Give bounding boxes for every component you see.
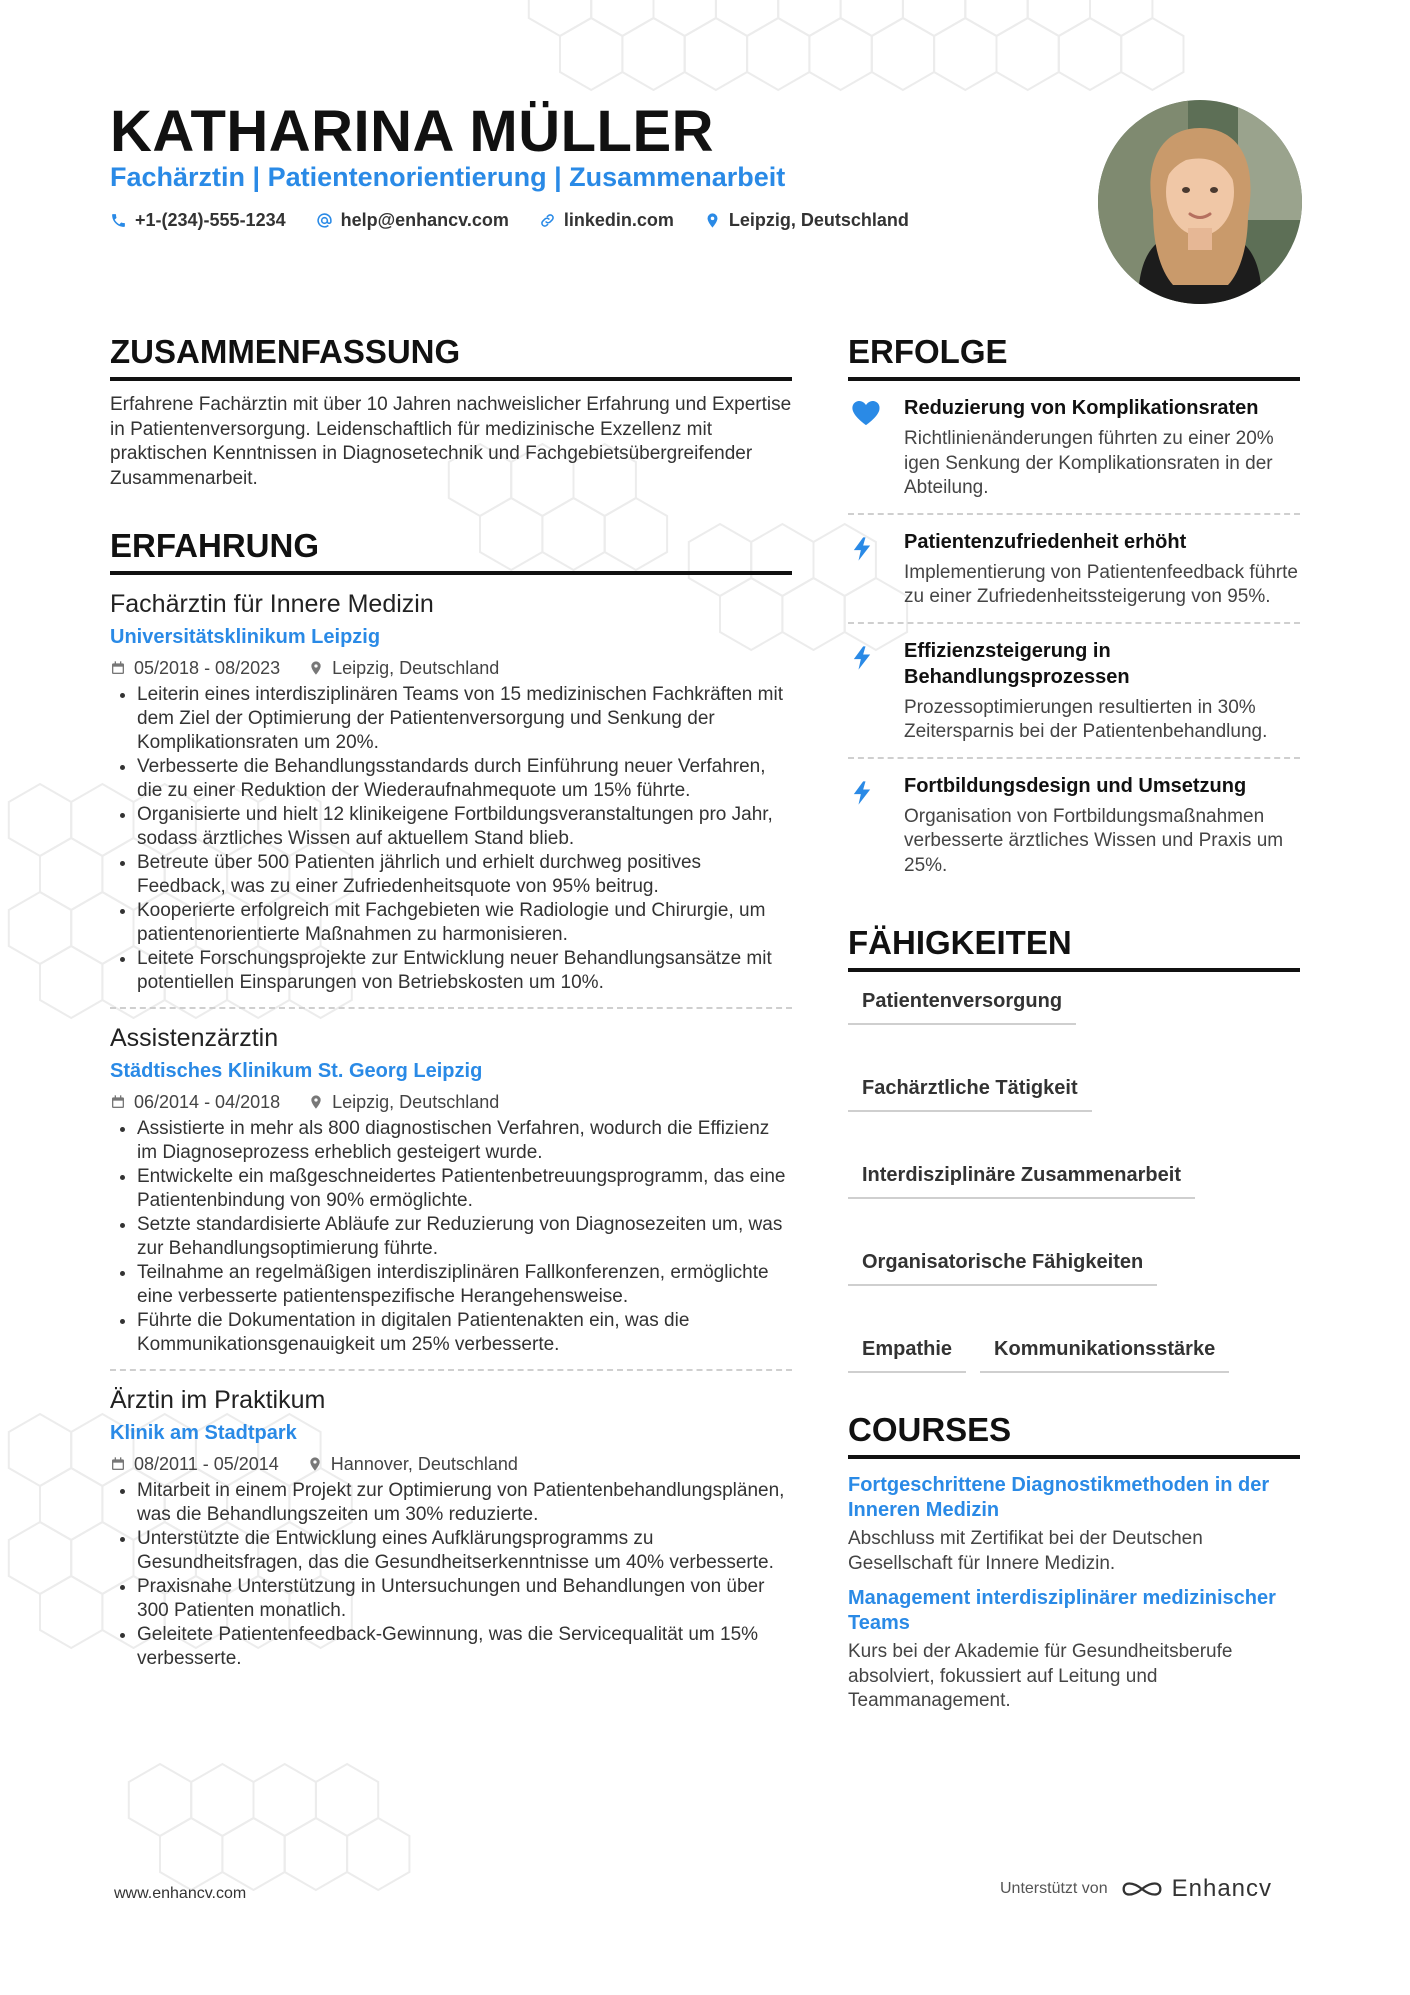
- skill-tag: Interdisziplinäre Zusammenarbeit: [848, 1160, 1195, 1199]
- bullet: • Betreute über 500 Patienten jährlich und erhielt durchweg positives Feedback, was zu einer Zufriedenheitsquote von 95% beitrug.: [137, 851, 792, 899]
- bolt-icon: [848, 531, 876, 567]
- at-icon: [316, 212, 333, 229]
- contact-bar: [110, 210, 909, 231]
- job-dates: 06/2014 - 04/2018: [134, 1092, 281, 1112]
- job-entry: [110, 575, 792, 1009]
- bullet: • Unterstützte die Entwicklung eines Aufklärungsprogramms zu Gesundheitsfragen, das die Gesundheitserkenntnisse um 40% verbesserte.: [137, 1527, 792, 1575]
- tagline: Fachärztin | Patientenorientierung | Zusammenarbeit: [110, 162, 786, 192]
- bullet: • Geleitete Patientenfeedback-Gewinnung, was die Servicequalität um 15% verbesserte.: [137, 1623, 792, 1671]
- achievement-title: Fortbildungsdesign und Umsetzung: [904, 774, 1247, 797]
- bullet: • Setzte standardisierte Abläufe zur Reduzierung von Diagnosezeiten um, was zur Behandlungsoptimierung führte.: [137, 1213, 792, 1261]
- company-name: Universitätsklinikum Leipzig: [110, 626, 381, 648]
- bullet: • Verbesserte die Behandlungsstandards durch Einführung neuer Verfahren, die zu einer Reduktion der Wiederaufnahmequote um 15% führte.: [137, 755, 792, 803]
- job-meta: [110, 1091, 792, 1113]
- summary-section: [110, 333, 792, 491]
- job-location: Leipzig, Deutschland: [332, 658, 500, 678]
- bullet: • Mitarbeit in einem Projekt zur Optimierung von Patientenbehandlungsplänen, was die Behandlungszeiten um 30% reduzierte.: [137, 1479, 792, 1527]
- location-text: Leipzig, Deutschland: [728, 210, 909, 230]
- calendar-icon: [110, 660, 126, 676]
- profile-photo: [1098, 100, 1302, 304]
- skills-list: [848, 986, 1300, 1373]
- achievement-item: [848, 759, 1300, 891]
- achievement-description: Organisation von Fortbildungsmaßnahmen verbesserte ärztliches Wissen und Praxis um 25%.: [904, 805, 1284, 876]
- summary-text: Erfahrene Fachärztin mit über 10 Jahren nachweislicher Erfahrung und Expertise in Patientenversorgung. Leidenschaftlich für medizinische Exzellenz mit praktischen Kenntnissen in Diagnosetechnik und Fachgebietsübergreifender Zusammenarbeit.: [110, 394, 792, 489]
- job-dates: 05/2018 - 08/2023: [134, 658, 281, 678]
- enhancv-logo-text: Enhancv: [1171, 1875, 1273, 1902]
- job-entry: [110, 1009, 792, 1371]
- calendar-icon: [110, 1094, 126, 1110]
- job-location: Hannover, Deutschland: [330, 1454, 518, 1474]
- enhancv-logo-icon: [1120, 1878, 1164, 1900]
- achievement-title: Reduzierung von Komplikationsraten: [904, 397, 1259, 419]
- link-icon: [539, 212, 556, 229]
- powered-by-text: Unterstützt von: [1000, 1880, 1108, 1897]
- bullet: • Leiterin eines interdisziplinären Teams von 15 medizinischen Fachkräften mit dem Ziel der Optimierung der Patientenversorgung und Senkung der Komplikationsraten um 20%.: [137, 683, 792, 755]
- job-bullets: [110, 1479, 792, 1671]
- job-entry: [110, 1371, 792, 1683]
- skill-tag: Empathie: [848, 1334, 966, 1373]
- right-column: [848, 333, 1300, 1714]
- achievement-title: Effizienzsteigerung in Behandlungsprozessen: [904, 639, 1130, 688]
- candidate-name: KATHARINA MÜLLER: [110, 99, 715, 164]
- phone-text: +1-(234)-555-1234: [135, 210, 286, 230]
- achievement-item: [848, 515, 1300, 624]
- contact-location: [704, 210, 909, 231]
- linkedin-text: linkedin.com: [563, 210, 674, 230]
- calendar-icon: [110, 1456, 126, 1472]
- phone-icon: [110, 212, 127, 229]
- company-name: Städtisches Klinikum St. Georg Leipzig: [110, 1060, 483, 1082]
- job-bullets: [110, 1117, 792, 1357]
- skill-tag: Patientenversorgung: [848, 986, 1076, 1025]
- email-text: help@enhancv.com: [340, 210, 509, 230]
- bullet: • Teilnahme an regelmäßigen interdisziplinären Fallkonferenzen, ermöglichte eine verbesserte patientenspezifische Herangehensweise.: [137, 1261, 792, 1309]
- company-name: Klinik am Stadtpark: [110, 1422, 297, 1444]
- achievement-description: Prozessoptimierungen resultierten in 30% Zeitersparnis bei der Patientenbehandlung.: [904, 696, 1268, 742]
- bullet: • Führte die Dokumentation in digitalen Patientenakten ein, was die Kommunikationsgenauigkeit um 25% verbesserte.: [137, 1309, 792, 1357]
- achievement-item: [848, 381, 1300, 515]
- job-title: Fachärztin für Innere Medizin: [110, 590, 434, 618]
- experience-section: [110, 527, 792, 1683]
- skill-tag: Kommunikationsstärke: [980, 1334, 1229, 1373]
- enhancv-logo[interactable]: [1120, 1875, 1272, 1903]
- location-pin-icon: [704, 212, 721, 229]
- skills-heading: FÄHIGKEITEN: [848, 924, 1300, 972]
- course-item: [848, 1459, 1300, 1576]
- job-title: Ärztin im Praktikum: [110, 1386, 326, 1414]
- footer-url[interactable]: www.enhancv.com: [114, 1885, 247, 1902]
- course-title: Management interdisziplinärer medizinischer Teams: [848, 1587, 1276, 1634]
- achievement-description: Richtlinienänderungen führten zu einer 20% igen Senkung der Komplikationsraten in der Abteilung.: [904, 428, 1274, 498]
- job-meta: [110, 1453, 792, 1475]
- job-location: Leipzig, Deutschland: [332, 1092, 500, 1112]
- location-pin-icon: [308, 1094, 324, 1110]
- contact-linkedin[interactable]: [539, 210, 674, 231]
- bullet: • Organisierte und hielt 12 klinikeigene Fortbildungsveranstaltungen pro Jahr, sodass ärztliches Wissen auf aktuellem Stand blieb.: [137, 803, 792, 851]
- location-pin-icon: [307, 1456, 323, 1472]
- course-description: Abschluss mit Zertifikat bei der Deutschen Gesellschaft für Innere Medizin.: [848, 1528, 1203, 1574]
- skill-tag: Fachärztliche Tätigkeit: [848, 1073, 1092, 1112]
- achievement-title: Patientenzufriedenheit erhöht: [904, 530, 1187, 553]
- course-title: Fortgeschrittene Diagnostikmethoden in der Inneren Medizin: [848, 1474, 1270, 1521]
- footer-brand: [1000, 1875, 1272, 1903]
- bolt-icon: [848, 775, 876, 811]
- bullet: • Assistierte in mehr als 800 diagnostischen Verfahren, wodurch die Effizienz im Diagnoseprozess erheblich gesteigert wurde.: [137, 1117, 792, 1165]
- achievements-section: [848, 333, 1300, 890]
- left-column: [110, 333, 792, 1683]
- bullet: • Entwickelte ein maßgeschneidertes Patientenbetreuungsprogramm, das eine Patientenbindung von 90% ermöglichte.: [137, 1165, 792, 1213]
- courses-heading: COURSES: [848, 1411, 1300, 1459]
- location-pin-icon: [308, 660, 324, 676]
- achievements-heading: ERFOLGE: [848, 333, 1300, 381]
- bolt-icon: [848, 640, 876, 676]
- summary-heading: ZUSAMMENFASSUNG: [110, 333, 792, 381]
- bullet: • Kooperierte erfolgreich mit Fachgebieten wie Radiologie und Chirurgie, um patientenorientierte Maßnahmen zu harmonisieren.: [137, 899, 792, 947]
- achievement-item: [848, 624, 1300, 759]
- achievement-description: Implementierung von Patientenfeedback führte zu einer Zufriedenheitssteigerung von 95%.: [904, 561, 1298, 607]
- job-bullets: [110, 683, 792, 995]
- job-title: Assistenzärztin: [110, 1024, 279, 1052]
- heart-icon: [848, 397, 884, 429]
- bullet: • Leitete Forschungsprojekte zur Entwicklung neuer Behandlungsansätze mit potentiellen Einsparungen von Betriebskosten um 10%.: [137, 947, 792, 995]
- skill-tag: Organisatorische Fähigkeiten: [848, 1247, 1157, 1286]
- bullet: • Praxisnahe Unterstützung in Untersuchungen und Behandlungen von über 300 Patienten monatlich.: [137, 1575, 792, 1623]
- course-description: Kurs bei der Akademie für Gesundheitsberufe absolviert, fokussiert auf Leitung und Teammanagement.: [848, 1641, 1233, 1711]
- course-item: [848, 1576, 1300, 1714]
- job-meta: [110, 657, 792, 679]
- contact-phone[interactable]: [110, 210, 286, 231]
- skills-section: [848, 924, 1300, 1373]
- experience-heading: ERFAHRUNG: [110, 527, 792, 575]
- courses-section: [848, 1411, 1300, 1714]
- contact-email[interactable]: [316, 210, 509, 231]
- job-dates: 08/2011 - 05/2014: [134, 1454, 279, 1474]
